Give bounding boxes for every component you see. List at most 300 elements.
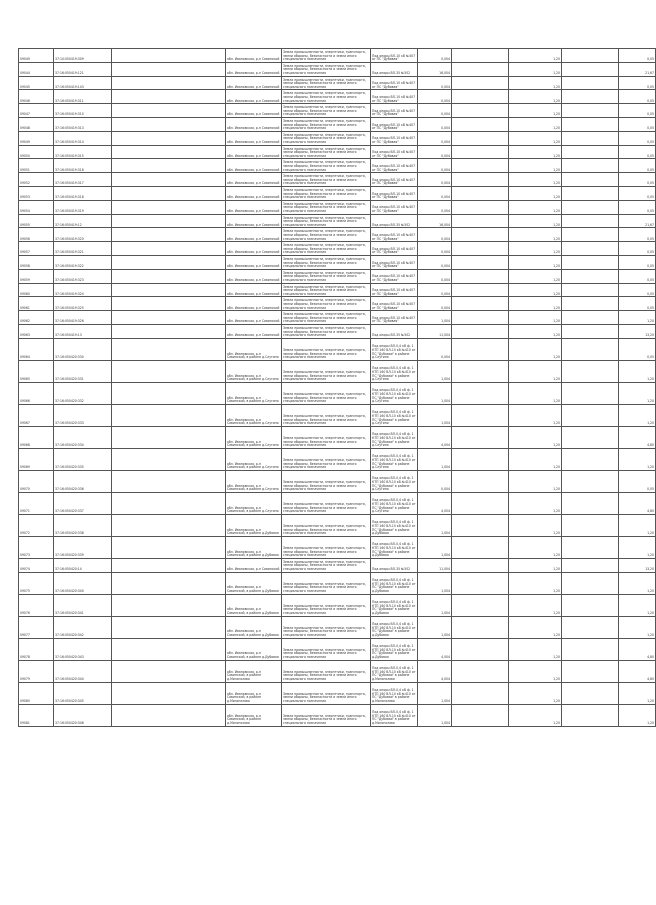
land-use: Земли промышленности, энергетики, транспорта, земли обороны, безопасности и земли иного специального назначения [282, 186, 371, 200]
area-value: 0,004 [418, 104, 452, 118]
address: обл. Ивановская, р-н Савинский, в районе д.Милоголово [226, 682, 282, 704]
row-id: 09077 [19, 616, 54, 638]
area-value: 0,004 [418, 131, 452, 145]
table-row [19, 255, 656, 269]
row-id: 09078 [19, 638, 54, 660]
permitted-use: Под опоры ВЛ-0,4 кВ ф. 1 КТП 160 ВЛ-10 кВ №410 от ПС "Дубовая" в районе д.Слугино [371, 338, 418, 360]
cadastral-number: 37:16:050420:339 [54, 536, 112, 558]
empty-cell [562, 242, 619, 256]
empty-cell [562, 117, 619, 131]
row-id: 09056 [19, 228, 54, 242]
tax-value: 13,20 [619, 558, 656, 572]
empty-cell [452, 269, 509, 283]
address: обл. Ивановская, р-н Савинский [226, 200, 282, 214]
empty-cell [562, 255, 619, 269]
table-row [19, 448, 656, 470]
address: обл. Ивановская, р-н Савинский [226, 297, 282, 311]
empty-cell [452, 311, 509, 325]
area-value: 0,004 [418, 283, 452, 297]
rate-value: 1,20 [509, 404, 562, 426]
address: обл. Ивановская, р-н Савинский [226, 214, 282, 228]
address: обл. Ивановская, р-н Савинский, в районе д.Слугино [226, 404, 282, 426]
land-use: Земли промышленности, энергетики, транспорта, земли обороны, безопасности и земли иного специального назначения [282, 49, 371, 63]
land-use: Земли промышленности, энергетики, транспорта, земли обороны, безопасности и земли иного специального назначения [282, 324, 371, 338]
empty-cell [112, 448, 226, 470]
cadastral-number: 37:16:050420:342 [54, 616, 112, 638]
empty-cell [562, 404, 619, 426]
empty-cell [112, 594, 226, 616]
permitted-use: Под опоры ВЛ-0,4 кВ ф. 1 КТП 160 ВЛ-10 кВ №410 от ПС "Дубовая" в районе д.Дубовая [371, 572, 418, 594]
rate-value: 1,20 [509, 594, 562, 616]
empty-cell [452, 117, 509, 131]
empty-cell [562, 704, 619, 726]
permitted-use: Под опоры ВЛ-10 кВ №407 от ПС "Дубовая" [371, 228, 418, 242]
rate-value: 1,20 [509, 448, 562, 470]
land-use: Земли промышленности, энергетики, транспорта, земли обороны, безопасности и земли иного специального назначения [282, 616, 371, 638]
address: обл. Ивановская, р-н Савинский, в районе д.Дубовая [226, 572, 282, 594]
row-id: 09069 [19, 448, 54, 470]
area-value: 1,004 [418, 311, 452, 325]
land-register-table [18, 48, 656, 727]
area-value: 1,004 [418, 514, 452, 536]
permitted-use: Под опоры ВЛ-0,4 кВ ф. 1 КТП 160 ВЛ-10 кВ №410 от ПС "Дубовая" в районе д.Слугино [371, 404, 418, 426]
row-id: 09079 [19, 660, 54, 682]
permitted-use: Под опоры ВЛ-10 кВ №407 от ПС "Дубовая" [371, 145, 418, 159]
empty-cell [112, 76, 226, 90]
empty-cell [112, 572, 226, 594]
permitted-use: Под опоры ВЛ-10 кВ №407 от ПС "Дубовая" [371, 269, 418, 283]
rate-value: 1,20 [509, 131, 562, 145]
table-row [19, 514, 656, 536]
cadastral-number: 37:16:050419:319 [54, 200, 112, 214]
empty-cell [452, 200, 509, 214]
area-value: 16,004 [418, 62, 452, 76]
empty-cell [562, 145, 619, 159]
land-use: Земли промышленности, энергетики, транспорта, земли обороны, безопасности и земли иного специального назначения [282, 131, 371, 145]
empty-cell [562, 536, 619, 558]
table-row [19, 660, 656, 682]
land-use: Земли промышленности, энергетики, транспорта, земли обороны, безопасности и земли иного специального назначения [282, 492, 371, 514]
permitted-use: Под опоры ВЛ-0,4 кВ ф. 1 КТП 160 ВЛ-10 кВ №410 от ПС "Дубовая" в районе д.Милоголово [371, 704, 418, 726]
tax-value: 0,05 [619, 131, 656, 145]
table-row [19, 324, 656, 338]
empty-cell [112, 283, 226, 297]
table-row [19, 426, 656, 448]
area-value: 11,004 [418, 324, 452, 338]
empty-cell [112, 297, 226, 311]
table-row [19, 338, 656, 360]
row-id: 09076 [19, 594, 54, 616]
rate-value: 1,20 [509, 200, 562, 214]
row-id: 09053 [19, 186, 54, 200]
permitted-use: Под опоры ВЛ-10 кВ №407 от ПС "Дубовая" [371, 90, 418, 104]
area-value: 0,004 [418, 173, 452, 187]
tax-value: 0,05 [619, 76, 656, 90]
address: обл. Ивановская, р-н Савинский, в районе д.Слугино [226, 470, 282, 492]
empty-cell [452, 324, 509, 338]
land-use: Земли промышленности, энергетики, транспорта, земли обороны, безопасности и земли иного специального назначения [282, 536, 371, 558]
empty-cell [112, 470, 226, 492]
permitted-use: Под опоры ВЛ-0,4 кВ ф. 1 КТП 160 ВЛ-10 кВ №410 от ПС "Дубовая" в районе д.Дубовая [371, 514, 418, 536]
empty-cell [562, 338, 619, 360]
cadastral-number: 37:16:050419:310 [54, 104, 112, 118]
empty-cell [562, 324, 619, 338]
land-use: Земли промышленности, энергетики, транспорта, земли обороны, безопасности и земли иного специального назначения [282, 159, 371, 173]
tax-value: 1,20 [619, 704, 656, 726]
empty-cell [562, 514, 619, 536]
empty-cell [562, 49, 619, 63]
empty-cell [452, 131, 509, 145]
row-id: 09075 [19, 572, 54, 594]
area-value: 0,004 [418, 90, 452, 104]
area-value: 0,004 [418, 255, 452, 269]
table-row [19, 638, 656, 660]
tax-value: 0,05 [619, 242, 656, 256]
permitted-use: Под опоры ВЛ-10 кВ №407 от ПС "Дубовая" [371, 311, 418, 325]
tax-value: 13,20 [619, 324, 656, 338]
row-id: 09044 [19, 62, 54, 76]
area-value: 4,004 [418, 660, 452, 682]
land-use: Земли промышленности, энергетики, транспорта, земли обороны, безопасности и земли иного специального назначения [282, 62, 371, 76]
empty-cell [112, 214, 226, 228]
address: обл. Ивановская, р-н Савинский [226, 558, 282, 572]
cadastral-number: 37:16:050419:322 [54, 255, 112, 269]
address: обл. Ивановская, р-н Савинский [226, 145, 282, 159]
empty-cell [452, 682, 509, 704]
tax-value: 0,05 [619, 338, 656, 360]
row-id: 09060 [19, 283, 54, 297]
area-value: 0,004 [418, 297, 452, 311]
empty-cell [112, 404, 226, 426]
table-row [19, 269, 656, 283]
rate-value: 1,20 [509, 360, 562, 382]
address: обл. Ивановская, р-н Савинский [226, 255, 282, 269]
empty-cell [112, 186, 226, 200]
table-row [19, 104, 656, 118]
land-use: Земли промышленности, энергетики, транспорта, земли обороны, безопасности и земли иного специального назначения [282, 682, 371, 704]
row-id: 09063 [19, 324, 54, 338]
address: обл. Ивановская, р-н Савинский, в районе д.Слугино [226, 492, 282, 514]
land-use: Земли промышленности, энергетики, транспорта, земли обороны, безопасности и земли иного специального назначения [282, 283, 371, 297]
area-value: 0,004 [418, 242, 452, 256]
area-value: 4,004 [418, 638, 452, 660]
permitted-use: Под опоры ВЛ-0,4 кВ ф. 1 КТП 160 ВЛ-10 кВ №410 от ПС "Дубовая" в районе д.Слугино [371, 448, 418, 470]
empty-cell [562, 62, 619, 76]
row-id: 09066 [19, 382, 54, 404]
rate-value: 1,20 [509, 324, 562, 338]
empty-cell [112, 324, 226, 338]
table-row [19, 572, 656, 594]
land-use: Земли промышленности, энергетики, транспорта, земли обороны, безопасности и земли иного специального назначения [282, 90, 371, 104]
land-use: Земли промышленности, энергетики, транспорта, земли обороны, безопасности и земли иного специального назначения [282, 558, 371, 572]
rate-value: 1,20 [509, 682, 562, 704]
empty-cell [452, 594, 509, 616]
cadastral-number: 37:16:050419:316 [54, 159, 112, 173]
row-id: 09070 [19, 470, 54, 492]
cadastral-number: 37:16:050419:325 [54, 297, 112, 311]
empty-cell [562, 104, 619, 118]
empty-cell [112, 536, 226, 558]
address: обл. Ивановская, р-н Савинский [226, 62, 282, 76]
cadastral-number: 37:16:050420:332 [54, 382, 112, 404]
permitted-use: Под опоры ВЛ-0,4 кВ ф. 1 КТП 160 ВЛ-10 кВ №410 от ПС "Дубовая" в районе д.Дубовая [371, 616, 418, 638]
permitted-use: Под опоры ВЛ-10 кВ №407 от ПС "Дубовая" [371, 76, 418, 90]
address: обл. Ивановская, р-н Савинский [226, 311, 282, 325]
empty-cell [562, 492, 619, 514]
cadastral-number: 37:16:050419:326 [54, 311, 112, 325]
area-value: 0,004 [418, 76, 452, 90]
tax-value: 0,05 [619, 297, 656, 311]
address: обл. Ивановская, р-н Савинский, в районе д.Дубовая [226, 638, 282, 660]
land-use: Земли промышленности, энергетики, транспорта, земли обороны, безопасности и земли иного специального назначения [282, 514, 371, 536]
empty-cell [112, 616, 226, 638]
empty-cell [112, 382, 226, 404]
land-use: Земли промышленности, энергетики, транспорта, земли обороны, безопасности и земли иного специального назначения [282, 145, 371, 159]
cadastral-number: 37:16:050420:330 [54, 338, 112, 360]
permitted-use: Под опоры ВЛ-10 кВ №407 от ПС "Дубовая" [371, 283, 418, 297]
area-value: 1,004 [418, 360, 452, 382]
land-use: Земли промышленности, энергетики, транспорта, земли обороны, безопасности и земли иного специального назначения [282, 704, 371, 726]
permitted-use: Под опоры ВЛ-0,4 кВ ф. 1 КТП 160 ВЛ-10 кВ №410 от ПС "Дубовая" в районе д.Дубовая [371, 536, 418, 558]
address: обл. Ивановская, р-н Савинский, в районе д.Слугино [226, 382, 282, 404]
empty-cell [112, 117, 226, 131]
tax-value: 0,05 [619, 269, 656, 283]
row-id: 09061 [19, 297, 54, 311]
permitted-use: Под опоры ВЛ-10 кВ №407 от ПС "Дубовая" [371, 49, 418, 63]
permitted-use: Под опоры ВЛ-35 №502 [371, 324, 418, 338]
land-use: Земли промышленности, энергетики, транспорта, земли обороны, безопасности и земли иного специального назначения [282, 269, 371, 283]
tax-value: 0,05 [619, 145, 656, 159]
tax-value: 1,20 [619, 572, 656, 594]
permitted-use: Под опоры ВЛ-10 кВ №407 от ПС "Дубовая" [371, 297, 418, 311]
tax-value: 0,05 [619, 470, 656, 492]
empty-cell [562, 76, 619, 90]
row-id: 09071 [19, 492, 54, 514]
tax-value: 0,05 [619, 117, 656, 131]
empty-cell [562, 186, 619, 200]
rate-value: 1,20 [509, 492, 562, 514]
empty-cell [452, 470, 509, 492]
tax-value: 1,20 [619, 514, 656, 536]
empty-cell [112, 269, 226, 283]
cadastral-number: 37:16:050419:314 [54, 131, 112, 145]
empty-cell [452, 173, 509, 187]
empty-cell [452, 360, 509, 382]
empty-cell [562, 558, 619, 572]
land-use: Земли промышленности, энергетики, транспорта, земли обороны, безопасности и земли иного специального назначения [282, 76, 371, 90]
land-use: Земли промышленности, энергетики, транспорта, земли обороны, безопасности и земли иного специального назначения [282, 338, 371, 360]
area-value: 4,004 [418, 492, 452, 514]
permitted-use: Под опоры ВЛ-0,4 кВ ф. 1 КТП 160 ВЛ-10 кВ №410 от ПС "Дубовая" в районе д.Слугино [371, 426, 418, 448]
empty-cell [452, 382, 509, 404]
land-use: Земли промышленности, энергетики, транспорта, земли обороны, безопасности и земли иного специального назначения [282, 228, 371, 242]
row-id: 09051 [19, 159, 54, 173]
empty-cell [112, 514, 226, 536]
tax-value: 4,80 [619, 492, 656, 514]
address: обл. Ивановская, р-н Савинский, в районе д.Милоголово [226, 660, 282, 682]
permitted-use: Под опоры ВЛ-10 кВ №407 от ПС "Дубовая" [371, 131, 418, 145]
area-value: 0,004 [418, 470, 452, 492]
empty-cell [112, 131, 226, 145]
row-id: 09072 [19, 514, 54, 536]
address: обл. Ивановская, р-н Савинский, в районе д.Дубовая [226, 536, 282, 558]
empty-cell [452, 492, 509, 514]
empty-cell [452, 255, 509, 269]
rate-value: 1,20 [509, 297, 562, 311]
address: обл. Ивановская, р-н Савинский [226, 283, 282, 297]
area-value: 0,004 [418, 49, 452, 63]
empty-cell [112, 104, 226, 118]
permitted-use: Под опоры ВЛ-10 кВ №407 от ПС "Дубовая" [371, 255, 418, 269]
area-value: 4,004 [418, 426, 452, 448]
tax-value: 1,20 [619, 360, 656, 382]
land-use: Земли промышленности, энергетики, транспорта, земли обороны, безопасности и земли иного специального назначения [282, 638, 371, 660]
address: обл. Ивановская, р-н Савинский, в районе д.Милоголово [226, 704, 282, 726]
table-row [19, 76, 656, 90]
land-use: Земли промышленности, энергетики, транспорта, земли обороны, безопасности и земли иного специального назначения [282, 242, 371, 256]
address: обл. Ивановская, р-н Савинский [226, 173, 282, 187]
row-id: 09058 [19, 255, 54, 269]
address: обл. Ивановская, р-н Савинский, в районе д.Слугино [226, 360, 282, 382]
cadastral-number: 37:16:050419:315 [54, 145, 112, 159]
table-row [19, 145, 656, 159]
cadastral-number: 37:16:050420:334 [54, 426, 112, 448]
tax-value: 0,05 [619, 200, 656, 214]
empty-cell [452, 338, 509, 360]
empty-cell [562, 572, 619, 594]
empty-cell [112, 492, 226, 514]
rate-value: 1,20 [509, 117, 562, 131]
permitted-use: Под опоры ВЛ-0,4 кВ ф. 1 КТП 160 ВЛ-10 кВ №410 от ПС "Дубовая" в районе д.Слугино [371, 360, 418, 382]
rate-value: 1,20 [509, 269, 562, 283]
empty-cell [452, 297, 509, 311]
land-use: Земли промышленности, энергетики, транспорта, земли обороны, безопасности и земли иного специального назначения [282, 297, 371, 311]
area-value: 1,004 [418, 704, 452, 726]
address: обл. Ивановская, р-н Савинский [226, 269, 282, 283]
empty-cell [112, 558, 226, 572]
empty-cell [452, 62, 509, 76]
cadastral-number: 37:16:050419:12 [54, 214, 112, 228]
cadastral-number: 37:16:050419:311 [54, 90, 112, 104]
table-row [19, 131, 656, 145]
land-use: Земли промышленности, энергетики, транспорта, земли обороны, безопасности и земли иного специального назначения [282, 470, 371, 492]
tax-value: 0,05 [619, 283, 656, 297]
tax-value: 1,20 [619, 448, 656, 470]
permitted-use: Под опоры ВЛ-35 №502 [371, 62, 418, 76]
tax-value: 0,05 [619, 186, 656, 200]
tax-value: 21,67 [619, 62, 656, 76]
cadastral-number: 37:16:050419:13 [54, 324, 112, 338]
table-row [19, 704, 656, 726]
address: обл. Ивановская, р-н Савинский [226, 242, 282, 256]
land-use: Земли промышленности, энергетики, транспорта, земли обороны, безопасности и земли иного специального назначения [282, 117, 371, 131]
empty-cell [562, 594, 619, 616]
row-id: 09057 [19, 242, 54, 256]
empty-cell [112, 638, 226, 660]
empty-cell [112, 49, 226, 63]
row-id: 09068 [19, 426, 54, 448]
row-id: 09055 [19, 214, 54, 228]
permitted-use: Под опоры ВЛ-10 кВ №407 от ПС "Дубовая" [371, 159, 418, 173]
empty-cell [112, 90, 226, 104]
empty-cell [112, 338, 226, 360]
empty-cell [452, 159, 509, 173]
permitted-use: Под опоры ВЛ-35 №502 [371, 558, 418, 572]
empty-cell [112, 228, 226, 242]
table-row [19, 360, 656, 382]
address: обл. Ивановская, р-н Савинский, в районе д.Дубовая [226, 594, 282, 616]
empty-cell [112, 360, 226, 382]
tax-value: 1,20 [619, 311, 656, 325]
cadastral-number: 37:16:050420:340 [54, 572, 112, 594]
cadastral-number: 37:16:050420:336 [54, 470, 112, 492]
permitted-use: Под опоры ВЛ-0,4 кВ ф. 1 КТП 160 ВЛ-10 кВ №410 от ПС "Дубовая" в районе д.Милоголово [371, 660, 418, 682]
address: обл. Ивановская, р-н Савинский [226, 117, 282, 131]
area-value: 1,004 [418, 448, 452, 470]
empty-cell [452, 448, 509, 470]
area-value: 1,004 [418, 404, 452, 426]
rate-value: 1,20 [509, 283, 562, 297]
permitted-use: Под опоры ВЛ-0,4 кВ ф. 1 КТП 160 ВЛ-10 кВ №410 от ПС "Дубовая" в районе д.Дубовая [371, 594, 418, 616]
row-id: 09050 [19, 145, 54, 159]
empty-cell [452, 514, 509, 536]
row-id: 09073 [19, 536, 54, 558]
row-id: 09067 [19, 404, 54, 426]
rate-value: 1,20 [509, 49, 562, 63]
cadastral-number: 37:16:050420:333 [54, 404, 112, 426]
rate-value: 1,20 [509, 255, 562, 269]
address: обл. Ивановская, р-н Савинский [226, 159, 282, 173]
empty-cell [452, 404, 509, 426]
land-use: Земли промышленности, энергетики, транспорта, земли обороны, безопасности и земли иного специального назначения [282, 572, 371, 594]
tax-value: 21,67 [619, 214, 656, 228]
empty-cell [452, 90, 509, 104]
cadastral-number: 37:16:050419:143 [54, 76, 112, 90]
empty-cell [112, 145, 226, 159]
cadastral-number: 37:16:050419:324 [54, 283, 112, 297]
area-value: 0,004 [418, 159, 452, 173]
cadastral-number: 37:16:050419:313 [54, 117, 112, 131]
empty-cell [112, 311, 226, 325]
empty-cell [452, 536, 509, 558]
table-row [19, 382, 656, 404]
rate-value: 1,20 [509, 214, 562, 228]
permitted-use: Под опоры ВЛ-0,4 кВ ф. 1 КТП 160 ВЛ-10 кВ №410 от ПС "Дубовая" в районе д.Слугино [371, 470, 418, 492]
tax-value: 1,20 [619, 616, 656, 638]
tax-value: 0,05 [619, 173, 656, 187]
rate-value: 1,20 [509, 145, 562, 159]
address: обл. Ивановская, р-н Савинский [226, 324, 282, 338]
empty-cell [562, 616, 619, 638]
row-id: 09048 [19, 117, 54, 131]
address: обл. Ивановская, р-н Савинский [226, 104, 282, 118]
cadastral-number: 37:10:050419:309 [54, 49, 112, 63]
empty-cell [452, 214, 509, 228]
table-row [19, 404, 656, 426]
land-use: Земли промышленности, энергетики, транспорта, земли обороны, безопасности и земли иного специального назначения [282, 448, 371, 470]
table-row [19, 200, 656, 214]
address: обл. Ивановская, р-н Савинский [226, 76, 282, 90]
empty-cell [112, 426, 226, 448]
empty-cell [562, 426, 619, 448]
empty-cell [452, 558, 509, 572]
area-value: 1,004 [418, 382, 452, 404]
table-row [19, 311, 656, 325]
rate-value: 1,20 [509, 76, 562, 90]
table-row [19, 49, 656, 63]
empty-cell [562, 660, 619, 682]
rate-value: 1,20 [509, 514, 562, 536]
